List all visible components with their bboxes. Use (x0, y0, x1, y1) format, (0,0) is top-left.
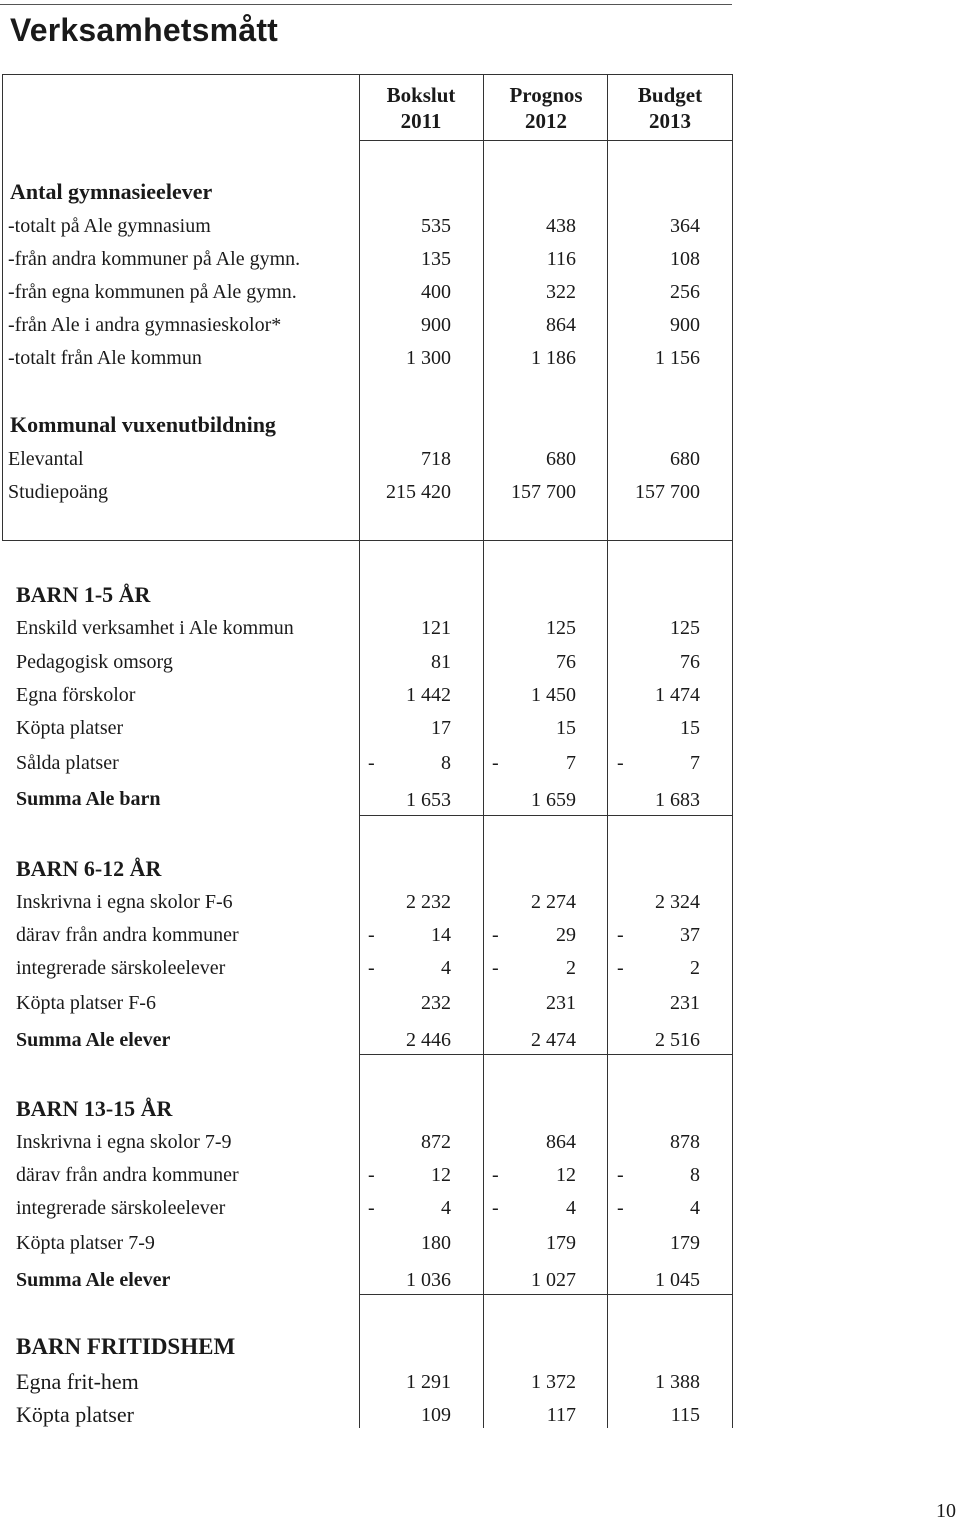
sum-row-label: Summa Ale barn (16, 788, 161, 810)
minus-sign: - (492, 924, 499, 946)
cell-budget: 1 045 (655, 1269, 700, 1291)
cell-bokslut: 121 (421, 617, 451, 639)
page-number: 10 (936, 1500, 956, 1522)
cell-prognos: 76 (556, 651, 576, 673)
top-rule (0, 4, 732, 5)
row-label: därav från andra kommuner (16, 1164, 239, 1186)
header-label: Prognos (509, 83, 583, 107)
minus-sign: - (617, 1164, 624, 1186)
cell-bokslut: 400 (421, 281, 451, 303)
cell-budget: 364 (670, 215, 700, 237)
cell-prognos: 117 (546, 1404, 576, 1426)
row-label: -totalt på Ale gymnasium (8, 215, 211, 237)
cell-bokslut: 8 (441, 752, 451, 774)
cell-prognos: 680 (546, 448, 576, 470)
cell-prognos: 157 700 (511, 481, 576, 503)
cell-budget: 1 388 (655, 1371, 700, 1393)
sum-rule-barn-13-15 (359, 1294, 733, 1295)
cell-bokslut: 900 (421, 314, 451, 336)
row-label: Enskild verksamhet i Ale kommun (16, 617, 294, 639)
row-label: -totalt från Ale kommun (8, 347, 202, 369)
minus-sign: - (368, 924, 375, 946)
column-header-bokslut (359, 82, 483, 134)
cell-bokslut: 109 (421, 1404, 451, 1426)
cell-prognos: 125 (546, 617, 576, 639)
cell-budget: 7 (690, 752, 700, 774)
cell-bokslut: 718 (421, 448, 451, 470)
cell-prognos: 7 (566, 752, 576, 774)
row-label: Studiepoäng (8, 481, 108, 503)
page-title: Verksamhetsmått (10, 12, 279, 48)
row-label: integrerade särskoleelever (16, 957, 226, 979)
cell-prognos: 2 474 (531, 1029, 576, 1051)
row-label: -från andra kommuner på Ale gymn. (8, 248, 301, 270)
column-header-budget (608, 82, 732, 134)
cell-prognos: 1 659 (531, 789, 576, 811)
cell-bokslut: 1 653 (406, 789, 451, 811)
minus-sign: - (617, 1197, 624, 1219)
row-label: Egna frit-hem (16, 1369, 139, 1394)
header-label: Budget (637, 83, 703, 107)
header-year: 2011 (400, 109, 442, 133)
table-right-border (732, 74, 733, 1428)
cell-bokslut: 2 446 (406, 1029, 451, 1051)
cell-bokslut: 535 (421, 215, 451, 237)
row-label: därav från andra kommuner (16, 924, 239, 946)
cell-prognos: 2 (566, 957, 576, 979)
cell-bokslut: 232 (421, 992, 451, 1014)
cell-prognos: 231 (546, 992, 576, 1014)
cell-budget: 157 700 (635, 481, 700, 503)
cell-bokslut: 81 (431, 651, 451, 673)
row-label: Köpta platser F-6 (16, 992, 156, 1014)
minus-sign: - (492, 957, 499, 979)
cell-prognos: 29 (556, 924, 576, 946)
cell-prognos: 1 372 (531, 1371, 576, 1393)
row-label: Köpta platser (16, 1402, 134, 1427)
cell-budget: 231 (670, 992, 700, 1014)
header-bottom-border (359, 140, 733, 141)
cell-budget: 2 (690, 957, 700, 979)
row-label: Sålda platser (16, 752, 119, 774)
header-year: 2012 (525, 109, 567, 133)
cell-bokslut: 4 (441, 1197, 451, 1219)
cell-bokslut: 1 036 (406, 1269, 451, 1291)
column-divider-3 (607, 74, 608, 1428)
cell-prognos: 2 274 (531, 891, 576, 913)
cell-prognos: 1 027 (531, 1269, 576, 1291)
cell-budget: 2 516 (655, 1029, 700, 1051)
cell-budget: 76 (680, 651, 700, 673)
cell-bokslut: 12 (431, 1164, 451, 1186)
cell-bokslut: 4 (441, 957, 451, 979)
cell-prognos: 864 (546, 1131, 576, 1153)
row-label: Egna förskolor (16, 684, 136, 706)
cell-budget: 125 (670, 617, 700, 639)
cell-prognos: 4 (566, 1197, 576, 1219)
cell-budget: 8 (690, 1164, 700, 1186)
section-heading: Antal gymnasieelever (10, 179, 213, 204)
header-year: 2013 (649, 109, 691, 133)
cell-bokslut: 17 (431, 717, 451, 739)
section-heading: BARN 13-15 ÅR (16, 1096, 173, 1121)
cell-budget: 680 (670, 448, 700, 470)
minus-sign: - (368, 1197, 375, 1219)
sum-row-label: Summa Ale elever (16, 1029, 171, 1051)
row-label: Köpta platser 7-9 (16, 1232, 155, 1254)
table-top-border (2, 74, 733, 75)
sum-rule-barn-1-5 (359, 815, 733, 816)
column-header-prognos (484, 82, 608, 134)
cell-bokslut: 2 232 (406, 891, 451, 913)
cell-budget: 108 (670, 248, 700, 270)
section-heading: BARN 6-12 ÅR (16, 856, 162, 881)
minus-sign: - (368, 957, 375, 979)
row-label: -från egna kommunen på Ale gymn. (8, 281, 297, 303)
cell-budget: 4 (690, 1197, 700, 1219)
cell-budget: 878 (670, 1131, 700, 1153)
section-divider (2, 540, 733, 541)
row-label: Köpta platser (16, 717, 124, 739)
cell-prognos: 322 (546, 281, 576, 303)
table-left-border (2, 74, 3, 540)
cell-budget: 900 (670, 314, 700, 336)
minus-sign: - (368, 752, 375, 774)
cell-bokslut: 14 (431, 924, 451, 946)
cell-bokslut: 215 420 (386, 481, 451, 503)
minus-sign: - (617, 752, 624, 774)
cell-bokslut: 1 300 (406, 347, 451, 369)
header-label: Bokslut (386, 83, 456, 107)
section-heading: Kommunal vuxenutbildning (10, 412, 276, 437)
cell-prognos: 15 (556, 717, 576, 739)
cell-budget: 1 156 (655, 347, 700, 369)
cell-prognos: 864 (546, 314, 576, 336)
column-divider-2 (483, 74, 484, 1428)
minus-sign: - (368, 1164, 375, 1186)
minus-sign: - (617, 924, 624, 946)
minus-sign: - (617, 957, 624, 979)
cell-bokslut: 180 (421, 1232, 451, 1254)
cell-prognos: 116 (546, 248, 576, 270)
row-label: Pedagogisk omsorg (16, 651, 173, 673)
cell-budget: 2 324 (655, 891, 700, 913)
minus-sign: - (492, 1164, 499, 1186)
row-label: Inskrivna i egna skolor 7-9 (16, 1131, 232, 1153)
cell-budget: 256 (670, 281, 700, 303)
cell-bokslut: 135 (421, 248, 451, 270)
cell-budget: 37 (680, 924, 700, 946)
cell-prognos: 438 (546, 215, 576, 237)
column-divider-1 (359, 74, 360, 1428)
row-label: Inskrivna i egna skolor F-6 (16, 891, 233, 913)
minus-sign: - (492, 752, 499, 774)
cell-bokslut: 872 (421, 1131, 451, 1153)
cell-budget: 115 (670, 1404, 700, 1426)
cell-bokslut: 1 442 (406, 684, 451, 706)
cell-prognos: 179 (546, 1232, 576, 1254)
row-label: integrerade särskoleelever (16, 1197, 226, 1219)
cell-prognos: 12 (556, 1164, 576, 1186)
sum-rule-barn-6-12 (359, 1054, 733, 1055)
sum-row-label: Summa Ale elever (16, 1269, 171, 1291)
section-heading: BARN 1-5 ÅR (16, 582, 151, 607)
cell-budget: 179 (670, 1232, 700, 1254)
row-label: -från Ale i andra gymnasieskolor* (8, 314, 282, 336)
cell-budget: 1 474 (655, 684, 700, 706)
cell-bokslut: 1 291 (406, 1371, 451, 1393)
cell-budget: 15 (680, 717, 700, 739)
minus-sign: - (492, 1197, 499, 1219)
cell-budget: 1 683 (655, 789, 700, 811)
row-label: Elevantal (8, 448, 84, 470)
cell-prognos: 1 450 (531, 684, 576, 706)
section-heading: BARN FRITIDSHEM (16, 1334, 236, 1359)
cell-prognos: 1 186 (531, 347, 576, 369)
